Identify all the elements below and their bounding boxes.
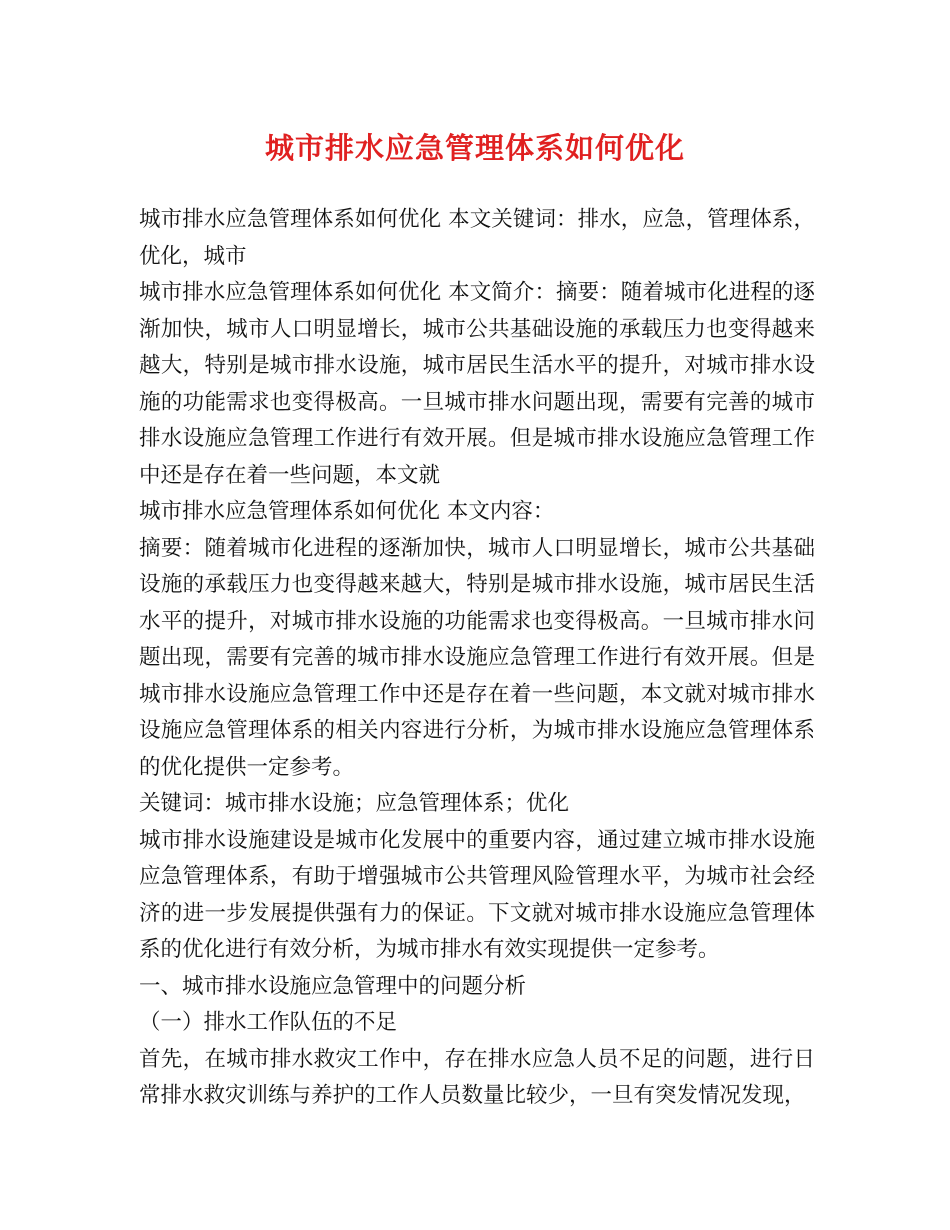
abstract-paragraph: 摘要：随着城市化进程的逐渐加快，城市人口明显增长，城市公共基础设施的承载压力也变得越来越大，特别是城市排水设施，城市居民生活水平的提升，对城市排水设施的功能需求也变得极高。一旦城市排水问题出现，需要有完善的城市排水设施应急管理工作进行有效开展。但是城市排水设施应急管理工作中还是存在着一些问题，本文就对城市排水设施应急管理体系的相关内容进行分析，为城市排水设施应急管理体系的优化提供一定参考。: [139, 535, 815, 780]
keywords-paragraph: 关键词：城市排水设施；应急管理体系；优化: [139, 791, 570, 816]
content-heading-paragraph: 城市排水应急管理体系如何优化 本文内容：: [139, 499, 555, 524]
section-heading-1: 一、城市排水设施应急管理中的问题分析: [139, 973, 527, 999]
subsection-heading-1: （一）排水工作队伍的不足: [139, 1010, 398, 1035]
body-paragraph: 首先，在城市排水救灾工作中，存在排水应急人员不足的问题，进行日常排水救灾训练与养护的工作人员数量比较少，一旦有突发情况发现，: [139, 1046, 815, 1108]
keywords-summary-paragraph: 城市排水应急管理体系如何优化 本文关键词：排水，应急，管理体系，优化，城市: [139, 207, 815, 269]
document-body: [139, 202, 815, 1115]
introduction-paragraph: 城市排水设施建设是城市化发展中的重要内容，通过建立城市排水设施应急管理体系，有助于增强城市公共管理风险管理水平，为城市社会经济的进一步发展提供强有力的保证。下文就对城市排水设施应急管理体系的优化进行有效分析，为城市排水有效实现提供一定参考。: [139, 827, 815, 962]
document-title: 城市排水应急管理体系如何优化: [264, 131, 685, 165]
intro-summary-paragraph: 城市排水应急管理体系如何优化 本文简介：摘要：随着城市化进程的逐渐加快，城市人口明显增长，城市公共基础设施的承载压力也变得越来越大，特别是城市排水设施，城市居民生活水平的提升，对城市排水设施的功能需求也变得极高。一旦城市排水问题出现，需要有完善的城市排水设施应急管理工作进行有效开展。但是城市排水设施应急管理工作中还是存在着一些问题，本文就: [139, 280, 815, 488]
